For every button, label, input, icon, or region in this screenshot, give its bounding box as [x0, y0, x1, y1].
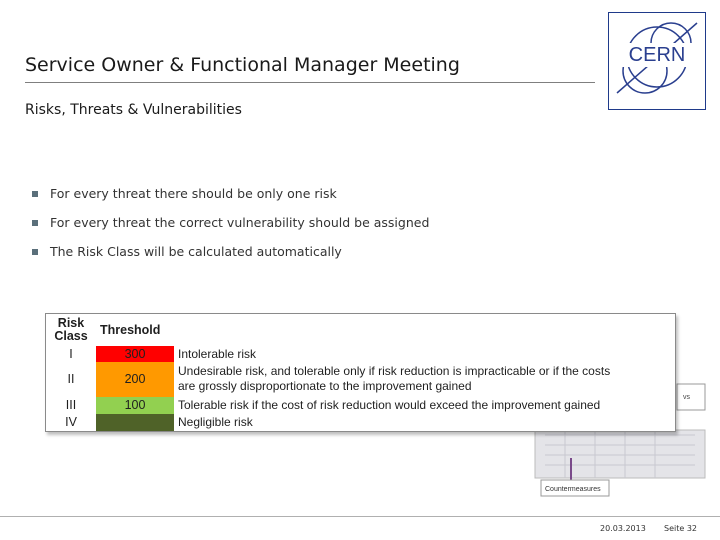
bullet-icon [32, 191, 38, 197]
description-header [174, 314, 675, 346]
footer-date: 20.03.2013 [600, 524, 646, 533]
threshold-header: Threshold [100, 322, 161, 337]
table-row: IV Negligible risk [46, 414, 675, 431]
table-row: II 200 Undesirable risk, and tolerable only if risk reduction is impracticable or if the costs are grossly disproportionate to the improvement gained [46, 362, 675, 396]
svg-text:Countermeasures: Countermeasures [545, 486, 601, 493]
threshold-cell [96, 414, 174, 431]
footer-divider [0, 516, 720, 517]
bullet-item: For every threat there should be only one risk [32, 186, 429, 215]
threshold-cell: 200 [96, 362, 174, 396]
svg-text:vs: vs [683, 394, 690, 401]
page-number: Seite 32 [664, 524, 698, 533]
table-row: III 100 Tolerable risk if the cost of risk reduction would exceed the improvement gained [46, 397, 675, 414]
bullet-item: For every threat the correct vulnerability should be assigned [32, 215, 429, 244]
threshold-cell: 100 [96, 397, 174, 414]
bullet-item: The Risk Class will be calculated automatically [32, 244, 429, 273]
slide-title: Service Owner & Functional Manager Meeting [25, 54, 460, 76]
cern-logo [608, 12, 706, 110]
risk-class-header: Risk Class [54, 316, 88, 344]
threshold-cell: 300 [96, 346, 174, 362]
bullet-list [32, 186, 429, 273]
risk-class-table [45, 313, 676, 432]
title-divider [25, 82, 595, 83]
table-row: I 300 Intolerable risk [69, 346, 257, 361]
bullet-icon [32, 249, 38, 255]
svg-text:CERN: CERN [628, 44, 686, 66]
bullet-icon [32, 220, 38, 226]
slide-subtitle: Risks, Threats & Vulnerabilities [25, 102, 242, 118]
